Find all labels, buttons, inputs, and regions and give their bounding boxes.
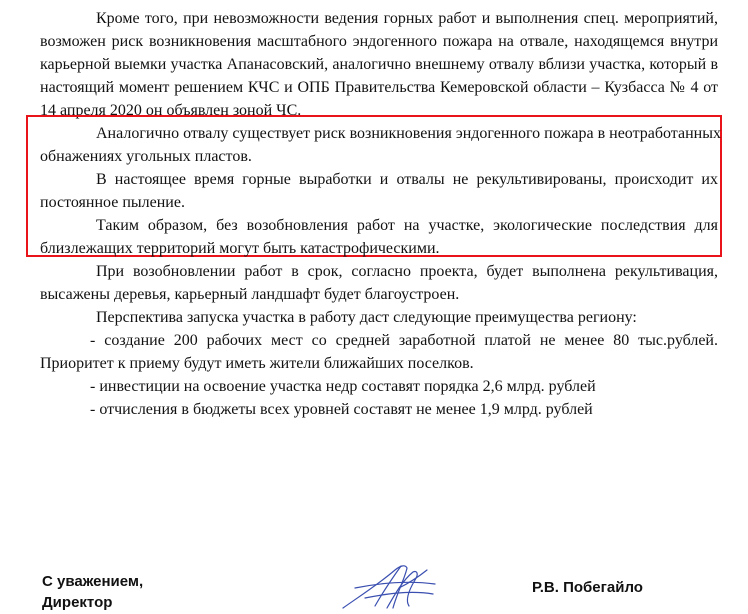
text-line: При возобновлении работ в срок, согласно проекта, будет выполнена рекультивация,	[96, 263, 718, 280]
closing-text: С уважением,	[42, 573, 144, 590]
position-text: Директор	[42, 594, 113, 611]
list-item: - создание 200 рабочих мест со средней заработной платой не менее 80 тыс.рублей.	[90, 332, 718, 349]
text-line: Таким образом, без возобновления работ на участке, экологические последствия для	[96, 217, 718, 234]
text-line: карьерной выемки участка Апанасовский, аналогично внешнему отвалу вблизи участка, который в	[40, 56, 718, 73]
text-line: настоящий момент решением КЧС и ОПБ Правительства Кемеровской области – Кузбасса № 4 от	[40, 79, 718, 96]
text-line: близлежащих территорий могут быть катастрофическими.	[40, 240, 440, 257]
list-item: - отчисления в бюджеты всех уровней составят не менее 1,9 млрд. рублей	[90, 401, 593, 418]
text-line: обнажениях угольных пластов.	[40, 148, 252, 165]
text-line: Приоритет к приему будут иметь жители ближайших поселков.	[40, 355, 474, 372]
text-line: Кроме того, при невозможности ведения горных работ и выполнения спец. мероприятий,	[96, 10, 718, 27]
text-line: Перспектива запуска участка в работу даст следующие преимущества региону:	[96, 309, 637, 326]
text-line: 14 апреля 2020 он объявлен зоной ЧС.	[40, 102, 302, 119]
text-line: Аналогично отвалу существует риск возникновения эндогенного пожара в неотработанных	[96, 125, 721, 142]
text-line: постоянное пыление.	[40, 194, 185, 211]
text-line: высажены деревья, карьерный ландшафт будет благоустроен.	[40, 286, 460, 303]
text-line: В настоящее время горные выработки и отвалы не рекультивированы, происходит их	[96, 171, 718, 188]
list-item: - инвестиции на освоение участка недр составят порядка 2,6 млрд. рублей	[90, 378, 596, 395]
signer-name: Р.В. Побегайло	[532, 579, 643, 596]
text-line: возможен риск возникновения масштабного эндогенного пожара на отвале, находящемся внутри	[40, 33, 718, 50]
handwritten-signature	[335, 558, 445, 611]
